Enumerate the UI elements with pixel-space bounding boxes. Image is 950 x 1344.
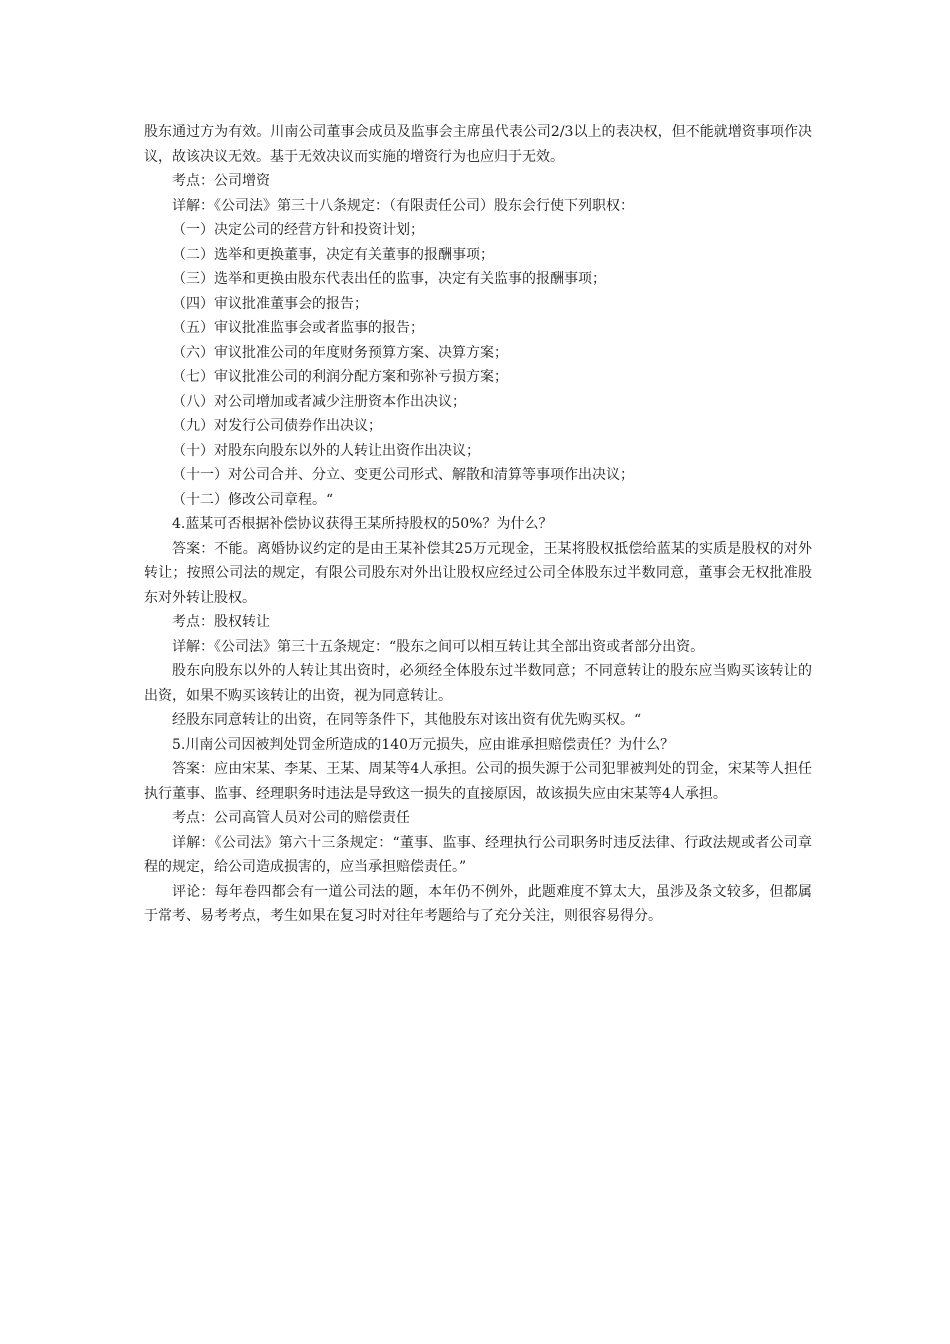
detail-4-article35: 详解：《公司法》第三十五条规定：“股东之间可以相互转让其全部出资或者部分出资。 (172, 638, 705, 655)
list-item-11: （十一）对公司合并、分立、变更公司形式、解散和清算等事项作出决议； (172, 467, 634, 483)
list-item-8: （八）对公司增加或者减少注册资本作出决议； (172, 393, 466, 410)
topic-4: 考点：股权转让 (172, 614, 270, 630)
list-item-3: （三）选举和更换由股东代表出任的监事，决定有关监事的报酬事项； (172, 271, 606, 287)
detail-4-priority: 经股东同意转让的出资，在同等条件下，其他股东对该出资有优先购买权。“ (172, 712, 642, 728)
topic-5: 考点：公司高管人员对公司的赔偿责任 (172, 810, 410, 826)
list-item-1: （一）决定公司的经营方针和投资计划； (172, 222, 424, 238)
list-item-7: （七）审议批准公司的利润分配方案和弥补亏损方案； (172, 369, 508, 385)
list-item-4: （四）审议批准董事会的报告； (172, 295, 368, 312)
question-4: 4.蓝某可否根据补偿协议获得王某所持股权的50%？为什么？ (172, 516, 553, 532)
answer-5: 答案：应由宋某、李某、王某、周某等4人承担。公司的损失源于公司犯罪被判处的罚金，宋某等人担任执行董事、监事、经理职务时违法是导致这一损失的直接原因，故该损失应由宋某等4人承担。 (144, 761, 812, 802)
list-item-12: （十二）修改公司章程。“ (172, 491, 334, 508)
document-page (144, 120, 812, 929)
list-item-2: （二）选举和更换董事，决定有关董事的报酬事项； (172, 246, 494, 263)
detail-5-article63: 详解：《公司法》第六十三条规定：“董事、监事、经理执行公司职务时违反法律、行政法规或者公司章程的规定，给公司造成损害的，应当承担赔偿责任。” (144, 834, 812, 875)
paragraph-topic-capital: 考点：公司增资 (172, 173, 270, 189)
commentary: 评论：每年卷四都会有一道公司法的题，本年仍不例外，此题难度不算太大，虽涉及条文较多，但都属于常考、易考考点，考生如果在复习时对往年考题给与了充分关注，则很容易得分。 (144, 883, 812, 924)
paragraph-conclusion: 股东通过方为有效。川南公司董事会成员及监事会主席虽代表公司2/3以上的表决权，但不能就增资事项作决议，故该决议无效。基于无效决议而实施的增资行为也应归于无效。 (144, 124, 812, 165)
list-item-6: （六）审议批准公司的年度财务预算方案、决算方案； (172, 344, 508, 361)
detail-4-continued: 股东向股东以外的人转让其出资时，必须经全体股东过半数同意；不同意转让的股东应当购买该转让的出资，如果不购买该转让的出资，视为同意转让。 (144, 663, 812, 704)
list-item-9: （九）对发行公司债券作出决议； (172, 418, 382, 434)
list-item-10: （十）对股东向股东以外的人转让出资作出决议； (172, 442, 480, 459)
paragraph-detail-article38: 详解：《公司法》第三十八条规定：（有限责任公司）股东会行使下列职权： (172, 197, 634, 214)
answer-4: 答案：不能。离婚协议约定的是由王某补偿其25万元现金，王某将股权抵偿给蓝某的实质是股权的对外转让；按照公司法的规定，有限公司股东对外出让股权应经过公司全体股东过半数同意，董事会无权批准股东对外转让股权。 (144, 540, 812, 606)
list-item-5: （五）审议批准监事会或者监事的报告； (172, 320, 424, 336)
question-5: 5.川南公司因被判处罚金所造成的140万元损失，应由谁承担赔偿责任？为什么？ (172, 736, 675, 753)
